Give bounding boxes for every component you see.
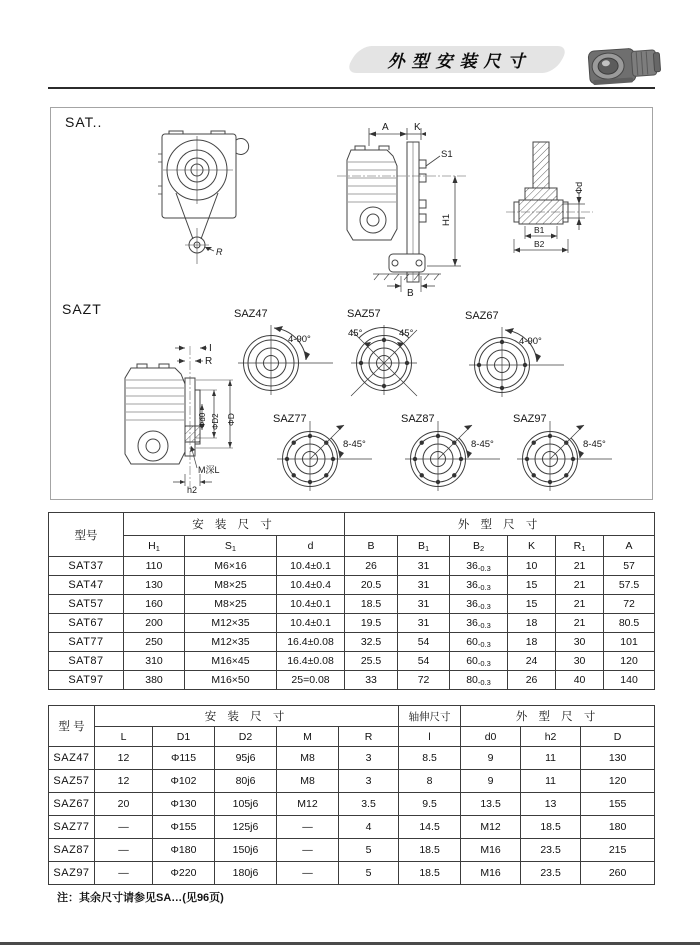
- dim-cell: 80-0.3: [450, 671, 508, 690]
- phi-d-label: Φd: [574, 181, 584, 194]
- table-row: [49, 839, 655, 862]
- dim-cell: M8: [277, 747, 339, 770]
- dim-cell: 31: [398, 614, 450, 633]
- h2-label: h2: [187, 485, 198, 494]
- dim-cell: 36-0.3: [450, 576, 508, 595]
- footnote: 注：其余尺寸请参见SA…(见96页): [57, 892, 224, 904]
- col-header-b2: B2: [450, 536, 508, 557]
- b1-label: B1: [534, 225, 545, 235]
- saz77-flange-view: [263, 411, 388, 504]
- header-rule: [48, 87, 655, 89]
- output-bore: [163, 136, 233, 204]
- foot-bracket: [389, 254, 425, 272]
- saz97-flange-view: [503, 411, 628, 504]
- dim-cell: 215: [581, 839, 655, 862]
- dim-cell: 21: [556, 614, 604, 633]
- sat-side-view: [329, 114, 474, 304]
- saz-flange-drawing: [224, 306, 349, 402]
- sat-table-wrap: [48, 512, 655, 690]
- phi-d2-label: ΦD2: [211, 413, 220, 430]
- dim-cell: Φ130: [153, 793, 215, 816]
- dim-cell: 26: [508, 671, 556, 690]
- dim-cell: 21: [556, 576, 604, 595]
- model-cell: SAT77: [49, 633, 124, 652]
- dim-cell: 380: [124, 671, 185, 690]
- install-group-header: 安 装 尺 寸: [124, 513, 345, 536]
- drawings-panel: [50, 107, 653, 500]
- dim-cell: M8×25: [185, 576, 277, 595]
- dim-cell: 15: [508, 576, 556, 595]
- dim-cell: Φ220: [153, 862, 215, 885]
- install-group-header: 安 装 尺 寸: [95, 706, 399, 727]
- dim-cell: 36-0.3: [450, 614, 508, 633]
- h1-label: H1: [441, 213, 452, 226]
- dim-cell: M6×16: [185, 557, 277, 576]
- b2-label: B2: [534, 239, 545, 249]
- dim-cell: 36-0.3: [450, 595, 508, 614]
- dim-cell: 10.4±0.1: [277, 614, 345, 633]
- dim-cell: 12: [95, 770, 153, 793]
- dim-cell: 160: [124, 595, 185, 614]
- dim-cell: 18.5: [521, 816, 581, 839]
- dim-cell: 19.5: [345, 614, 398, 633]
- table-row: [49, 793, 655, 816]
- dim-cell: M8: [277, 770, 339, 793]
- dim-cell: 9: [461, 770, 521, 793]
- dim-cell: —: [95, 839, 153, 862]
- saz-dimensions-table: [48, 705, 655, 885]
- col-header-d1: D1: [153, 727, 215, 747]
- col-header-k: K: [508, 536, 556, 557]
- page-bottom-rule: [0, 942, 700, 945]
- i-dimension: [175, 343, 212, 354]
- sat-front-view: [149, 124, 259, 274]
- dim-cell: M8×25: [185, 595, 277, 614]
- dim-cell: 155: [581, 793, 655, 816]
- dim-cell: 250: [124, 633, 185, 652]
- dim-cell: —: [95, 816, 153, 839]
- h1-dimension: [427, 176, 461, 266]
- model-cell: SAT67: [49, 614, 124, 633]
- dim-cell: 13.5: [461, 793, 521, 816]
- r-label: R: [216, 247, 223, 257]
- table-row: [49, 576, 655, 595]
- dim-cell: M16×45: [185, 652, 277, 671]
- dim-cell: 180: [581, 816, 655, 839]
- dim-cell: 105j6: [215, 793, 277, 816]
- m-depth-label: M深L: [198, 465, 220, 475]
- col-header-d2: D2: [215, 727, 277, 747]
- page-title-banner: [352, 46, 562, 73]
- dim-cell: 32.5: [345, 633, 398, 652]
- dim-cell: 30: [556, 652, 604, 671]
- dim-cell: 10: [508, 557, 556, 576]
- dim-cell: 80j6: [215, 770, 277, 793]
- col-header-d: D: [581, 727, 655, 747]
- dim-cell: M12: [277, 793, 339, 816]
- col-header-h1: H1: [124, 536, 185, 557]
- outline-group-header: 外 型 尺 寸: [461, 706, 655, 727]
- dim-cell: 130: [581, 747, 655, 770]
- phi-d0-label: Φd0: [198, 412, 207, 428]
- dim-cell: 130: [124, 576, 185, 595]
- saz-view-label: SAZ97: [513, 413, 547, 425]
- dim-cell: 3: [339, 747, 399, 770]
- col-header-r1: R1: [556, 536, 604, 557]
- outline-group-header: 外 型 尺 寸: [345, 513, 655, 536]
- sat-shaft-section: [503, 136, 603, 266]
- dim-cell: 125j6: [215, 816, 277, 839]
- sat-section-drawing: [503, 136, 603, 261]
- col-header-b1: B1: [398, 536, 450, 557]
- model-cell: SAT57: [49, 595, 124, 614]
- angle-annotation: 8-45°: [583, 439, 606, 450]
- dim-cell: 40: [556, 671, 604, 690]
- dim-cell: 24: [508, 652, 556, 671]
- sat-side-drawing: [329, 114, 474, 299]
- dim-cell: 95j6: [215, 747, 277, 770]
- dim-cell: Φ102: [153, 770, 215, 793]
- saz-view-label: SAZ67: [465, 310, 499, 322]
- angle-annotation: 4-90°: [288, 334, 311, 345]
- angle-annotation: 8-45°: [343, 439, 366, 450]
- phi-d-label: ΦD: [226, 413, 236, 426]
- dim-cell: 21: [556, 557, 604, 576]
- dim-cell: 60-0.3: [450, 633, 508, 652]
- saz57-flange-view: [337, 306, 462, 407]
- dim-cell: 31: [398, 595, 450, 614]
- col-header-d0: d0: [461, 727, 521, 747]
- dim-cell: 72: [398, 671, 450, 690]
- dim-cell: 18: [508, 633, 556, 652]
- table-row: [49, 747, 655, 770]
- model-header: 型 号: [49, 706, 95, 747]
- dim-cell: 31: [398, 576, 450, 595]
- dim-cell: M16×50: [185, 671, 277, 690]
- saz-view-label: SAZ87: [401, 413, 435, 425]
- dim-cell: 14.5: [399, 816, 461, 839]
- dim-cell: M12×35: [185, 614, 277, 633]
- s1-label: S1: [441, 149, 453, 160]
- dim-cell: 57.5: [604, 576, 655, 595]
- model-cell: SAT47: [49, 576, 124, 595]
- dim-cell: 36-0.3: [450, 557, 508, 576]
- i-label: I: [209, 343, 212, 354]
- dim-cell: M16: [461, 862, 521, 885]
- dim-cell: 10.4±0.4: [277, 576, 345, 595]
- dim-cell: 15: [508, 595, 556, 614]
- table-row: [49, 862, 655, 885]
- gearbox-body: [347, 146, 397, 240]
- sat-front-drawing: [149, 124, 259, 269]
- saz-flange-drawing: [391, 411, 516, 499]
- angle-annotation: 45°: [399, 328, 414, 339]
- h2-dimension: [173, 474, 212, 494]
- model-cell: SAT37: [49, 557, 124, 576]
- model-cell: SAZ87: [49, 839, 95, 862]
- saz-flange-drawing: [503, 411, 628, 499]
- dim-cell: 31: [398, 557, 450, 576]
- body-outline: [158, 131, 249, 218]
- col-header-d: d: [277, 536, 345, 557]
- dim-cell: 13: [521, 793, 581, 816]
- dim-cell: 101: [604, 633, 655, 652]
- col-header-r: R: [339, 727, 399, 747]
- dim-cell: M16: [461, 839, 521, 862]
- sazt-series-label: SAZT: [62, 301, 102, 317]
- dim-cell: 150j6: [215, 839, 277, 862]
- dim-cell: 23.5: [521, 839, 581, 862]
- table-row: [49, 557, 655, 576]
- dim-cell: 25.5: [345, 652, 398, 671]
- dim-cell: 110: [124, 557, 185, 576]
- saz-flange-drawing: [337, 306, 462, 402]
- dim-cell: 9: [461, 747, 521, 770]
- dim-cell: 10.4±0.1: [277, 557, 345, 576]
- saz-view-label: SAZ77: [273, 413, 307, 425]
- r-dimension: [205, 247, 223, 257]
- dim-cell: 18: [508, 614, 556, 633]
- table-row: [49, 614, 655, 633]
- dim-cell: 20.5: [345, 576, 398, 595]
- dim-cell: 57: [604, 557, 655, 576]
- dim-cell: —: [277, 816, 339, 839]
- col-header-a: A: [604, 536, 655, 557]
- col-header-h2: h2: [521, 727, 581, 747]
- dim-cell: 80.5: [604, 614, 655, 633]
- dim-cell: Φ115: [153, 747, 215, 770]
- dim-cell: 10.4±0.1: [277, 595, 345, 614]
- a-label: A: [382, 122, 389, 133]
- dim-cell: 60-0.3: [450, 652, 508, 671]
- dim-cell: 120: [581, 770, 655, 793]
- saz-table-wrap: [48, 705, 655, 885]
- angle-annotation: 4-90°: [519, 336, 542, 347]
- dim-cell: 140: [604, 671, 655, 690]
- b-label: B: [407, 288, 414, 299]
- dim-cell: 23.5: [521, 862, 581, 885]
- dim-cell: —: [277, 862, 339, 885]
- dim-cell: 18.5: [399, 839, 461, 862]
- r-label: R: [205, 356, 213, 367]
- dim-cell: Φ180: [153, 839, 215, 862]
- dim-cell: —: [277, 839, 339, 862]
- dim-cell: Φ155: [153, 816, 215, 839]
- dim-cell: 26: [345, 557, 398, 576]
- saz-flange-drawing: [455, 308, 580, 404]
- shaft-group-header: 轴伸尺寸: [399, 706, 461, 727]
- dim-cell: 3.5: [339, 793, 399, 816]
- s1-dimension: [426, 149, 453, 166]
- gearbox-body: [125, 364, 185, 464]
- table-row: [49, 816, 655, 839]
- angle-annotation: 8-45°: [471, 439, 494, 450]
- dim-cell: 200: [124, 614, 185, 633]
- dim-cell: 21: [556, 595, 604, 614]
- dim-cell: 72: [604, 595, 655, 614]
- model-cell: SAZ57: [49, 770, 95, 793]
- sat-dimensions-table: [48, 512, 655, 690]
- gear-motor-photo: [584, 40, 664, 93]
- dim-cell: 11: [521, 770, 581, 793]
- dim-cell: 54: [398, 652, 450, 671]
- model-cell: SAT97: [49, 671, 124, 690]
- dim-cell: 3: [339, 770, 399, 793]
- dim-cell: 310: [124, 652, 185, 671]
- col-header-shaft-l: l: [399, 727, 461, 747]
- col-header-l: L: [95, 727, 153, 747]
- hatched-shaft: [514, 142, 568, 224]
- dim-cell: 11: [521, 747, 581, 770]
- dim-cell: 20: [95, 793, 153, 816]
- table-row: [49, 671, 655, 690]
- k-label: K: [414, 122, 421, 133]
- dim-cell: 180j6: [215, 862, 277, 885]
- dim-cell: 5: [339, 839, 399, 862]
- model-cell: SAZ47: [49, 747, 95, 770]
- model-cell: SAZ67: [49, 793, 95, 816]
- saz-view-label: SAZ57: [347, 308, 381, 320]
- model-cell: SAZ97: [49, 862, 95, 885]
- dim-cell: 5: [339, 862, 399, 885]
- dim-cell: 16.4±0.08: [277, 633, 345, 652]
- saz67-flange-view: [455, 308, 580, 409]
- col-header-s1: S1: [185, 536, 277, 557]
- dim-cell: M12×35: [185, 633, 277, 652]
- gear-motor-illustration: [584, 40, 664, 88]
- model-cell: SAZ77: [49, 816, 95, 839]
- dim-cell: 25=0.08: [277, 671, 345, 690]
- table-row: [49, 595, 655, 614]
- r-dimension: [177, 356, 212, 367]
- dim-cell: 54: [398, 633, 450, 652]
- saz47-flange-view: [224, 306, 349, 407]
- angle-annotation: 45°: [348, 328, 363, 339]
- dim-cell: 120: [604, 652, 655, 671]
- model-header: 型号: [49, 513, 124, 557]
- dim-cell: 18.5: [345, 595, 398, 614]
- dim-cell: 4: [339, 816, 399, 839]
- saz-flange-drawing: [263, 411, 388, 499]
- dim-cell: 260: [581, 862, 655, 885]
- dim-cell: 30: [556, 633, 604, 652]
- col-header-m: M: [277, 727, 339, 747]
- sat-series-label: SAT..: [65, 114, 103, 130]
- dim-cell: 8: [399, 770, 461, 793]
- table-row: [49, 652, 655, 671]
- page-title: 外型安装尺寸: [387, 52, 532, 71]
- model-cell: SAT87: [49, 652, 124, 671]
- saz87-flange-view: [391, 411, 516, 504]
- dim-cell: 18.5: [399, 862, 461, 885]
- col-header-b: B: [345, 536, 398, 557]
- dim-cell: 16.4±0.08: [277, 652, 345, 671]
- table-row: [49, 770, 655, 793]
- saz-view-label: SAZ47: [234, 308, 268, 320]
- dim-cell: —: [95, 862, 153, 885]
- dim-cell: 8.5: [399, 747, 461, 770]
- dim-cell: 9.5: [399, 793, 461, 816]
- dim-cell: 12: [95, 747, 153, 770]
- dim-cell: M12: [461, 816, 521, 839]
- dim-cell: 33: [345, 671, 398, 690]
- b2-dimension: [514, 239, 568, 253]
- table-row: [49, 633, 655, 652]
- b1-dimension: [525, 225, 557, 239]
